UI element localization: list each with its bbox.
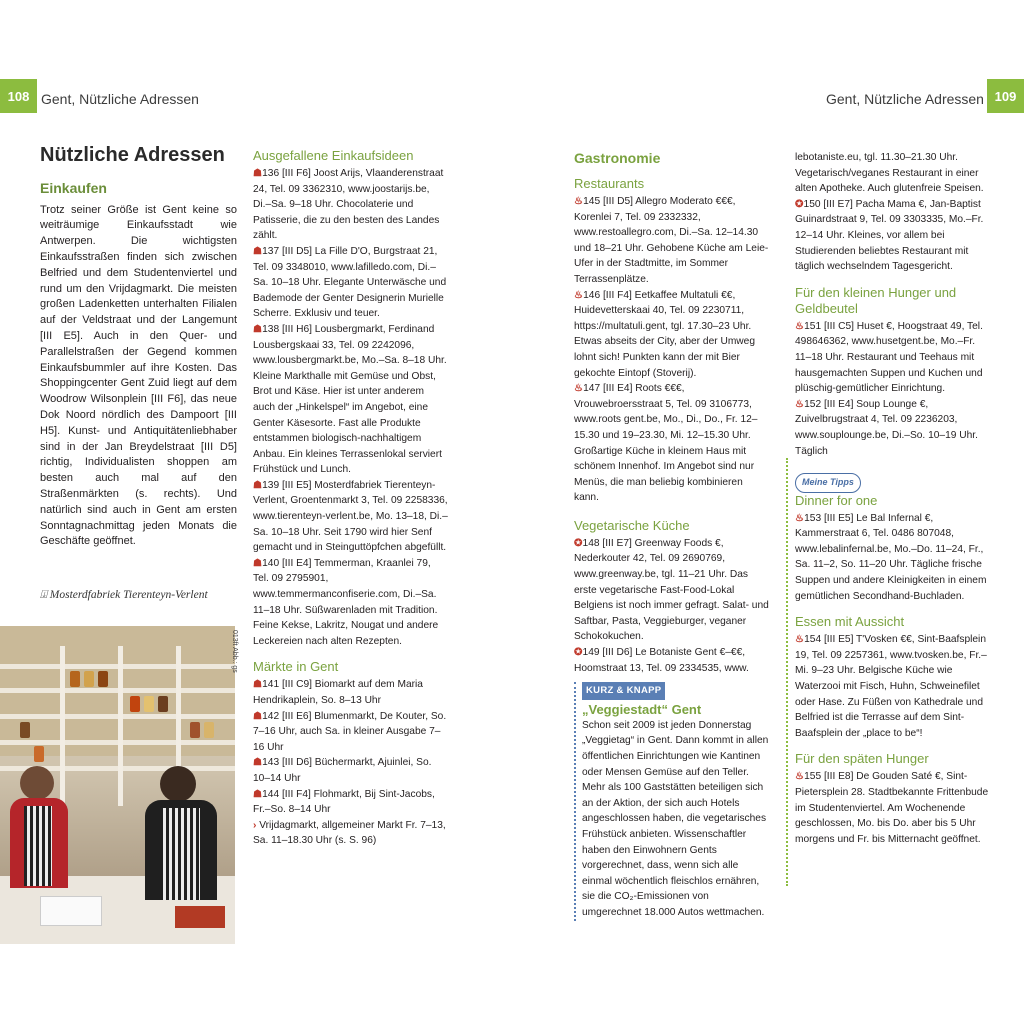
heading-spaeter-hunger: Für den späten Hunger	[795, 751, 929, 767]
kurz-knapp-box	[574, 682, 770, 920]
heading-vegetarisch: Vegetarische Küche	[574, 517, 690, 533]
restaurant-icon: ♨	[574, 196, 584, 207]
chevron-right-icon: ›	[253, 819, 257, 831]
entry-vrijdagmarkt-text: Vrijdagmarkt, allgemeiner Markt Fr. 7–13, Sa. 11–18.30 Uhr (s. S. 96)	[253, 819, 446, 847]
column-2	[253, 148, 448, 849]
entry-145-text: 145 [III D5] Allegro Moderato €€€, Korenlei 7, Tel. 09 2332332, www.restoallegro.com, Di.–Sa. 12–14.30 und 18–21 Uhr. Gehobene Küche am Leie-Ufer in der Stadtmitte, im Sommer Terrassenplätze.	[574, 196, 769, 285]
entry-144	[253, 787, 448, 818]
restaurant-icon: ♨	[574, 289, 584, 301]
page-title: Nützliche Adressen	[40, 144, 225, 166]
entry-145	[574, 194, 770, 288]
cafe-icon: ✪	[574, 537, 583, 549]
entry-152	[795, 397, 990, 459]
meine-tipps-badge: Meine Tipps	[795, 473, 861, 493]
cafe-icon: ✪	[574, 647, 583, 659]
entry-151	[795, 319, 990, 397]
entry-137-text: 137 [III D5] La Fille D'O, Burgstraat 21, Tel. 09 3348010, www.lafilledo.com, Di.–Sa. 10–18 Uhr. Elegante Unterwäsche und Bademode der Genter Designerin Murielle Scherre. Exklusiv und teuer.	[253, 245, 447, 320]
kurz-knapp-title: „Veggiestadt“ Gent	[582, 701, 702, 717]
running-head-left: Gent, Nützliche Adressen	[41, 91, 199, 107]
entry-139-text: 139 [III E5] Mosterdfabriek Tierenteyn-Verlent, Groentenmarkt 3, Tel. 09 2258336, www.tierenteyn-verlent.be, Mo. 13–18, Di.–Sa. 10–18 Uhr. Seit 1790 wird hier Senf gemacht und in Steinguttöpfchen abgefüllt.	[253, 479, 448, 554]
restaurant-icon: ♨	[795, 320, 805, 332]
tipps-divider	[786, 458, 788, 886]
entry-146	[574, 288, 770, 382]
entry-136	[253, 166, 448, 244]
entry-155-text: 155 [III E8] De Gouden Saté €, Sint-Pietersplein 28. Stadtbekannte Frittenbude im Studentenviertel. Am Wochenende geschlossen, Mo. bis Do. aber bis 5 Uhr morgens und Fr. bis Mitternacht geöffnet.	[795, 771, 989, 845]
kurz-knapp-text: Schon seit 2009 ist jeden Donnerstag „Veggietag“ in Gent. Dann kommt in allen öffentlichen Einrichtungen wie Kantinen oder Mensen Gemüse auf den Teller. Mehr als 100 Gaststätten beteiligen sich an der Aktion, der sich auch Hotels angeschlossen haben, die vegetarisches Frühstück anbieten. Wissenschaftler haben den Einwohnern Gents vorgerechnet, dass, wenn sich alle einmal wöchentlich fleischlos ernähren, sie die CO₂-Emissionen von umgerechnet 18.000 Autos wettmachen.	[582, 719, 769, 918]
entry-136-text: 136 [III F6] Joost Arijs, Vlaanderenstraat 24, Tel. 09 3362310, www.joostarijs.be, Di.–Sa. 9–18 Uhr. Chocolaterie und Patisserie, die zu den besten des Landes zählt.	[253, 168, 444, 242]
entry-149	[574, 645, 770, 676]
restaurant-icon: ♨	[795, 771, 805, 783]
restaurant-icon: ♨	[795, 398, 805, 410]
restaurant-icon: ♨	[795, 512, 805, 524]
intro-text: Trotz seiner Größe ist Gent keine so weiträumige Einkaufsstadt wie Antwerpen. Die wichtigsten Einkaufsstraßen finden sich zwischen Belfried und dem Studentenviertel und rund um den Vrijdagmarkt. Die meisten großen Ladenketten unterhalten Filialen auf der Veldstraat und der Langemunt [III E5]. Auch in den Quer- und Parallelstraßen der Gegend kommen Einkaufsbummler auf ihre Kosten. Das Shoppingcenter Gent Zuid liegt auf dem Woodrow Wilsonplein [III F6], das neue Dok Noord nördlich des Dampoort [III H5]. Kunst- und Antiquitätenliebhaber sind in der Jan Breydelstraat [III D5] richtig, Individualisten shoppen am besten auch mal auf den Straßenmärkten (s. rechts). Und natürlich sind auch in Gent am ersten Sonntagnachmittag jeden Monats die Geschäfte geöffnet.	[40, 203, 237, 548]
photo-caption: ⍗ Mosterdfabriek Tierenteyn-Verlent	[40, 589, 208, 601]
entry-154-text: 154 [III E5] T'Vosken €€, Sint-Baafsplein 19, Tel. 09 2257361, www.tvosken.be, Fr.–Mi. 9–23 Uhr. Belgische Küche wie Waterzooi mit Fisch, Huhn, Schweinefilet oder Hase. Zu Füßen von Kathedrale und Belfried ist die Terrasse auf dem Sint-Baafsplein der „place to be“!	[795, 634, 987, 739]
entry-144-text: 144 [III F4] Flohmarkt, Bij Sint-Jacobs, Fr.–So. 8–14 Uhr	[253, 788, 435, 816]
entry-151-text: 151 [III C5] Huset €, Hoogstraat 49, Tel. 498646362, www.husetgent.be, Mo.–Fr. 11–18 Uhr. Restaurant und Teehaus mit hausgemachten Suppen und Kuchen und plüschig-gemütlicher Einrichtung.	[795, 320, 983, 395]
heading-essen-mit-aussicht: Essen mit Aussicht	[795, 614, 905, 630]
entry-149-text: 149 [III D6] Le Botaniste Gent €–€€, Hoomstraat 13, Tel. 09 2334535, www.	[574, 647, 749, 674]
photo-credit: 013ft Abb.: gs	[231, 630, 238, 673]
heading-einkaufsideen: Ausgefallene Einkaufsideen	[253, 148, 414, 163]
entry-153-text: 153 [III E5] Le Bal Infernal €, Kammerstraat 6, Tel. 0486 807048, www.lebalinfernal.be, Mo.–Do. 11–24, Fr., Sa. 11–2, So. 11–20 Uhr. Tägliche frische Suppen und andere Kleinigkeiten in einem gemütlichen Secondhand-Buchladen.	[795, 512, 987, 602]
entry-138-text: 138 [III H6] Lousbergmarkt, Ferdinand Lousbergskaai 33, Tel. 09 2242096, www.lousbergmarkt.be, Mo.–Sa. 8–18 Uhr. Kleine Markthalle mit Gemüse und Obst, Brot und Käse. Hier ist unter anderem auch der „Hinkelspel“ im Angebot, eine Genter Käsesorte. Fast alle Produkte entstammen biologisch-nachhaltigem Anbau. Ein kleines Terrassenlokal serviert Frühstück und Lunch.	[253, 323, 447, 476]
entry-153	[795, 511, 990, 605]
entry-146-text: 146 [III F4] Eetkaffee Multatuli €€, Huidevetterskaai 40, Tel. 09 2230711, https://multatuli.gent, tgl. 17.30–23 Uhr. Etwas abseits der City, aber der Umweg lohnt sich! Punkten kann der mit Bier gekochte Eintopf (Stoverij).	[574, 289, 755, 379]
entry-149-continued: lebotaniste.eu, tgl. 11.30–21.30 Uhr. Vegetarisch/veganes Restaurant in einer alten Apotheke. Auch glutenfreie Speisen.	[795, 152, 984, 195]
shop-icon: ☗	[253, 168, 263, 179]
entry-143	[253, 755, 448, 786]
entry-vrijdagmarkt	[253, 818, 448, 849]
section-einkaufen: Einkaufen	[40, 180, 107, 196]
restaurant-icon: ♨	[795, 634, 805, 646]
running-head-right: Gent, Nützliche Adressen	[826, 91, 984, 107]
heading-kleiner-hunger: Für den kleinen Hunger und Geldbeutel	[795, 284, 957, 316]
entry-148	[574, 536, 770, 645]
entry-142-text: 142 [III E6] Blumenmarkt, De Kouter, So. 7–16 Uhr, auch Sa. in kleiner Ausgabe 7–16 Uhr	[253, 710, 447, 753]
heading-gastronomie: Gastronomie	[574, 150, 661, 166]
entry-138	[253, 322, 448, 478]
caption-text: Mosterdfabriek Tierenteyn-Verlent	[49, 589, 208, 601]
entry-150-text: 150 [III E7] Pacha Mama €, Jan-Baptist Guinardstraat 9, Tel. 09 3303335, Mo.–Fr. 12–14 Uhr. Kleines, vor allem bei Studierenden beliebtes Restaurant mit täglich wechselndem Tagesgericht.	[795, 198, 984, 273]
entry-147-text: 147 [III E4] Roots €€€, Vrouwebroersstraat 5, Tel. 09 3106773, www.roots gent.be, Mo., Di., Do., Fr. 12–15.30 und 19–23.30, Mi. 12–15.30 Uhr. Großartige Küche in kleinem Haus mit schönem Innenhof. Im Angebot sind nur Menüs, die man beliebig kombinieren kann.	[574, 383, 758, 504]
shop-icon: ☗	[253, 757, 263, 769]
shop-icon: ☗	[253, 679, 263, 691]
heading-restaurants: Restaurants	[574, 176, 645, 191]
meine-tipps-box	[795, 473, 990, 847]
entry-150	[795, 197, 990, 275]
column-4	[795, 150, 990, 847]
shop-icon: ☗	[253, 710, 263, 722]
shop-icon: ☗	[253, 323, 263, 335]
heading-dinner-for-one: Dinner for one	[795, 492, 878, 508]
column-1	[40, 143, 237, 550]
kurz-knapp-label: KURZ & KNAPP	[582, 682, 665, 700]
entry-143-text: 143 [III D6] Büchermarkt, Ajuinlei, So. 10–14 Uhr	[253, 757, 432, 784]
shop-photo	[0, 626, 235, 944]
page-number-right: 109	[987, 79, 1024, 113]
entry-148-text: 148 [III E7] Greenway Foods €, Nederkouter 42, Tel. 09 2690769, www.greenway.be, tgl. 11–21 Uhr. Das erste vegetarische Fast-Food-Lokal Belgiens ist noch immer gefragt. Salat- und Saftbar, Pasta, Veggieburger, veganer Schokokuchen.	[574, 537, 769, 643]
page-number-left: 108	[0, 79, 37, 113]
entry-154	[795, 632, 990, 741]
entry-147	[574, 381, 770, 506]
shop-icon: ☗	[253, 479, 263, 491]
shop-icon: ☗	[253, 245, 263, 257]
entry-142	[253, 709, 448, 756]
heading-maerkte: Märkte in Gent	[253, 659, 339, 675]
entry-140-text: 140 [III E4] Temmerman, Kraanlei 79, Tel. 09 2795901, www.temmermanconfiserie.com, Di.–Sa. 11–18 Uhr. Süßwarenladen mit Tradition. Feine Kekse, Lakritz, Nougat und andere Leckereien nach alten Rezepten.	[253, 557, 439, 647]
entry-141	[253, 677, 448, 708]
entry-140	[253, 556, 448, 650]
entry-152-text: 152 [III E4] Soup Lounge €, Zuivelbrugstraat 4, Tel. 09 2236203, www.souplounge.be, Di.–So. 10–19 Uhr. Täglich	[795, 398, 978, 457]
shop-icon: ☗	[253, 557, 263, 569]
entry-139	[253, 478, 448, 556]
column-3	[574, 150, 770, 921]
entry-137	[253, 244, 448, 322]
entry-141-text: 141 [III C9] Biomarkt auf dem Maria Hendrikaplein, So. 8–13 Uhr	[253, 679, 423, 706]
restaurant-icon: ♨	[574, 383, 584, 395]
shop-icon: ☗	[253, 788, 263, 800]
cafe-icon: ✪	[795, 198, 804, 210]
entry-155	[795, 769, 990, 847]
